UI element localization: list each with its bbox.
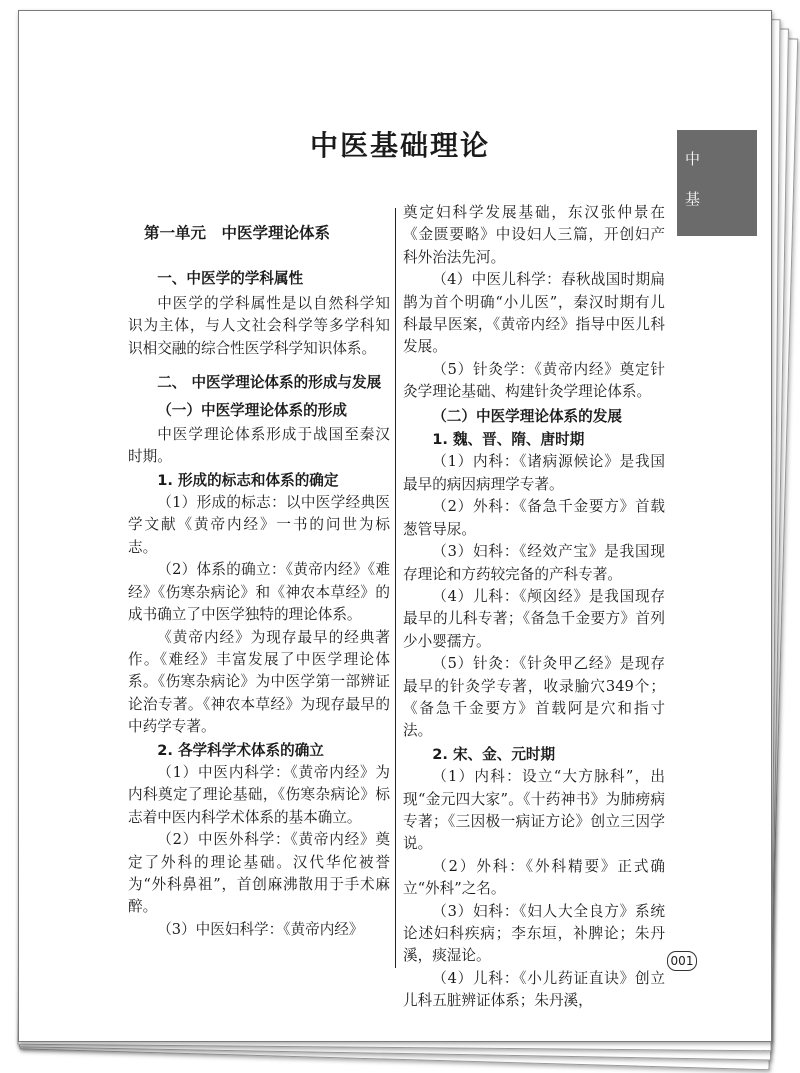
item-heading: 2. 宋、金、元时期 — [432, 745, 556, 763]
paragraph: （1）内科：设立“大方脉科”，出现“金元四大家”。《十药神书》为肺痨病专著；《三因极一病证方论》创立三因学说。 — [403, 768, 665, 853]
page-title: 中医基础理论 — [309, 129, 490, 162]
subsection-heading: （一）中医学理论体系的形成 — [157, 402, 347, 420]
paragraph: （1）形成的标志：以中医学经典医学文献《黄帝内经》一书的问世为标志。 — [128, 494, 390, 556]
paragraph: （2）外科：《外科精要》正式确立“外科”之名。 — [403, 857, 665, 898]
paragraph: （4）儿科：《小儿药证直诀》创立儿科五脏辨证体系；朱丹溪， — [403, 969, 665, 1010]
side-tab-char-2: 基 — [685, 190, 701, 208]
paragraph: （5）针灸学：《黄帝内经》奠定针灸学理论基础、构建针灸学理论体系。 — [403, 360, 665, 401]
paragraph: 中医学理论体系形成于战国至秦汉时期。 — [128, 425, 390, 466]
paragraph: （1）中医内科学：《黄帝内经》为内科奠定了理论基础，《伤寒杂病论》标志着中医内科学术体系的基本确立。 — [128, 763, 390, 826]
subsection-heading: （二）中医学理论体系的发展 — [432, 407, 622, 425]
paragraph: （1）内科：《诸病源候论》是我国最早的病因病理学专著。 — [403, 453, 665, 493]
chapter-side-tab — [677, 130, 757, 236]
paragraph: （2）外科：《备急千金要方》首载葱管导尿。 — [403, 498, 665, 538]
section-heading: 二、 中医学理论体系的形成与发展 — [157, 374, 382, 392]
side-tab-char-1: 中 — [685, 150, 701, 168]
column-divider — [395, 208, 396, 968]
unit-heading: 第一单元 中医学理论体系 — [144, 224, 331, 242]
paragraph: （4）儿科：《颅囟经》是我国现存最早的儿科专著；《备急千金要方》首列少小婴孺方。 — [403, 587, 665, 650]
item-heading: 1. 形成的标志和体系的确定 — [157, 471, 339, 489]
right-column — [403, 202, 665, 1013]
paragraph: （3）妇科：《经效产宝》是我国现存理论和方药较完备的产科专著。 — [403, 543, 665, 583]
left-column — [128, 202, 390, 941]
item-heading: 2. 各学科学术体系的确立 — [157, 741, 324, 759]
paragraph: （5）针灸：《针灸甲乙经》是现存最早的针灸学专著，收录腧穴349个；《备急千金要方》首载阿是穴和指寸法。 — [403, 655, 665, 740]
paragraph: （2）中医外科学：《黄帝内经》奠定了外科的理论基础。汉代华佗被誉为“外科鼻祖”，首创麻沸散用于手术麻醉。 — [128, 831, 390, 916]
paragraph: （2）体系的确立：《黄帝内经》《难经》《伤寒杂病论》和《神农本草经》的成书确立了中医学独特的理论体系。 — [128, 561, 390, 624]
paragraph: （3）妇科：《妇人大全良方》系统论述妇科疾病；李东垣，补脾论；朱丹溪，痰湿论。 — [403, 902, 665, 965]
page-number-badge: 001 — [667, 951, 697, 971]
item-heading: 1. 魏、晋、隋、唐时期 — [432, 431, 585, 449]
paragraph: （3）中医妇科学：《黄帝内经》 — [157, 920, 364, 938]
paragraph: 《黄帝内经》为现存最早的经典著作。《难经》丰富发展了中医学理论体系。《伤寒杂病论》为中医学第一部辨证论治专著。《神农本草经》为现存最早的中药学专著。 — [128, 628, 390, 736]
paragraph: 中医学的学科属性是以自然科学知识为主体，与人文社会科学等多学科知识相交融的综合性医学科学知识体系。 — [128, 294, 390, 357]
paragraph: 奠定妇科学发展基础，东汉张仲景在《金匮要略》中设妇人三篇，开创妇产科外治法先河。 — [403, 204, 665, 266]
section-heading: 一、中医学的学科属性 — [157, 270, 304, 288]
paragraph: （4）中医儿科学：春秋战国时期扁鹊为首个明确“小儿医”，秦汉时期有儿科最早医案，《黄帝内经》指导中医儿科发展。 — [403, 271, 665, 356]
